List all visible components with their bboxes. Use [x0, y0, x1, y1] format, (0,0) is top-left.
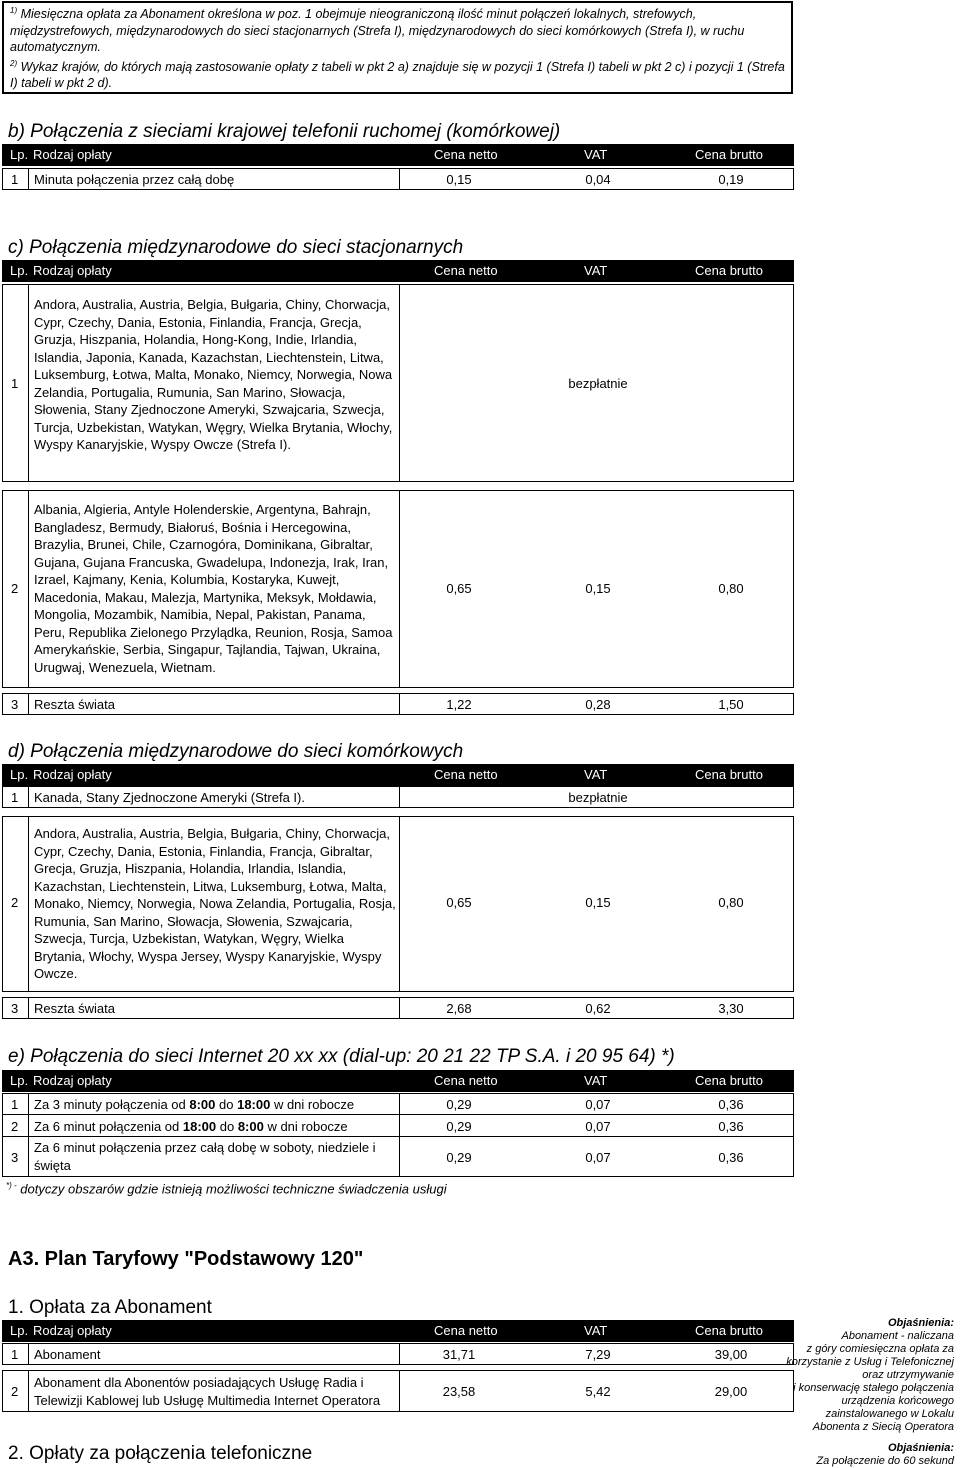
plan-section-2-title: 2. Opłaty za połączenia telefoniczne [8, 1443, 313, 1464]
plan-title: A3. Plan Taryfowy "Podstawowy 120" [8, 1248, 364, 1270]
section-c-header: Lp. Rodzaj opłaty Cena netto VAT Cena brutto [2, 260, 794, 282]
table-row: 1 Kanada, Stany Zjednoczone Ameryki (Strefa I). bezpłatnie [2, 786, 794, 808]
table-row: 1 Za 3 minuty połączenia od 8:00 do 18:00 w dni robocze 0,29 0,07 0,36 [2, 1093, 794, 1115]
footnote-2: $^{2)}$ Wykaz krajów, do których mają zastosowanie opłaty z tabeli w pkt 2 a) znajduje się w pozycji 1 (Strefa I) tabeli w pkt 2 c) i pozycji 1 (Strefa I) tabeli w pkt 2 d). [10, 58, 785, 90]
section-b-title: b) Połączenia z sieciami krajowej telefonii ruchomej (komórkowej) [8, 121, 561, 142]
header-vat: VAT [584, 147, 608, 162]
header-lp: Lp. [10, 147, 29, 162]
section-c-title: c) Połączenia międzynarodowe do sieci stacjonarnych [8, 237, 464, 258]
section-d-header: Lp. Rodzaj opłaty Cena netto VAT Cena brutto [2, 764, 794, 786]
table-row: 2 Andora, Australia, Austria, Belgia, Bułgaria, Chiny, Chorwacja, Cypr, Czechy, Dania, Estonia, Finlandia, Francja, Gibraltar, Grecja, Gruzja, Hiszpania, Holandia, Irlandia, Islandia, Kazachstan, Liechtenstein, Litwa, Luksemburg, Łotwa, Malta, Monako, Niemcy, Norwegia, Nowa Zelandia, Portugalia, Rosja, Rumunia, San Marino, Słowacja, Słowenia, Szwajcaria, Szwecja, Turcja, Uzbekistan, Watykan, Węgry, Wielka Brytania, Włochy, Wyspa Jersey, Wyspy Kanaryjskie, Wyspy Owcze. 0,65 0,15 0,80 [2, 816, 794, 992]
plan-side-note: Objaśnienia: Abonament - naliczana z góry comiesięczna opłata za korzystanie z Usług i Telefonicznej oraz utrzymywanie i konserwację stałego połączenia urządzenia końcowego zainstalowanego w Lokalu Abonenta z Siecią Operatora [786, 1317, 954, 1433]
section-e-header: Lp. Rodzaj opłaty Cena netto VAT Cena brutto [2, 1070, 794, 1092]
table-row: 2 Abonament dla Abonentów posiadających Usługę Radia i Telewizji Kablowej lub Usługę Multimedia Internet Operatora 23,58 5,42 29,00 [2, 1370, 794, 1412]
header-brutto: Cena brutto [695, 147, 763, 162]
plan-header: Lp. Rodzaj opłaty Cena netto VAT Cena brutto [2, 1320, 794, 1342]
section-e-title: e) Połączenia do sieci Internet 20 xx xx (dial-up: 20 21 22 TP S.A. i 20 95 64) *) [8, 1046, 675, 1067]
table-row: 3 Reszta świata 1,22 0,28 1,50 [2, 693, 794, 715]
section-e-footnote: *) - dotyczy obszarów gdzie istnieją możliwości techniczne świadczenia usługi [6, 1181, 447, 1197]
footnotes-box [2, 1, 793, 94]
section-b-header [2, 144, 794, 166]
footnote-1: $^{1)}$ Miesięczna opłata za Abonament określona w poz. 1 obejmuje nieograniczoną ilość minut połączeń lokalnych, strefowych, międzystrefowych, międzynarodowych do sieci stacjonarnych (Strefa I), międzynarodowych do sieci komórkowych (Strefa I), w ruchu automatycznym. [10, 5, 745, 54]
table-row: 1 Minuta połączenia przez całą dobę 0,15 0,04 0,19 [2, 168, 794, 190]
table-row: 1 Andora, Australia, Austria, Belgia, Bułgaria, Chiny, Chorwacja, Cypr, Czechy, Dania, Estonia, Finlandia, Francja, Grecja, Gruzja, Hiszpania, Holandia, Hong-Kong, Indie, Irlandia, Islandia, Japonia, Kanada, Kazachstan, Liechtenstein, Litwa, Luksemburg, Łotwa, Malta, Monako, Niemcy, Norwegia, Nowa Zelandia, Portugalia, Rumunia, San Marino, Słowacja, Słowenia, Stany Zjednoczone Ameryki, Szwajcaria, Szwecja, Turcja, Uzbekistan, Watykan, Węgry, Wielka Brytania, Włochy, Wyspy Kanaryjskie, Wyspy Owcze (Strefa I). bezpłatnie [2, 284, 794, 482]
header-rodzaj: Rodzaj opłaty [33, 147, 112, 162]
header-netto: Cena netto [434, 147, 498, 162]
table-row: 1 Abonament 31,71 7,29 39,00 [2, 1343, 794, 1365]
plan-side-note-2: Objaśnienia: Za połączenie do 60 sekund [816, 1442, 954, 1467]
table-row: 3 Reszta świata 2,68 0,62 3,30 [2, 997, 794, 1019]
plan-section-1-title: 1. Opłata za Abonament [8, 1297, 212, 1318]
section-d-title: d) Połączenia międzynarodowe do sieci komórkowych [8, 741, 464, 762]
table-row: 2 Za 6 minut połączenia od 18:00 do 8:00 w dni robocze 0,29 0,07 0,36 [2, 1114, 794, 1137]
table-row: 2 Albania, Algieria, Antyle Holenderskie, Argentyna, Bahrajn, Bangladesz, Bermudy, Białoruś, Bośnia i Hercegowina, Brazylia, Brunei, Chile, Czarnogóra, Dominikana, Gibraltar, Gujana, Gujana Francuska, Gwadelupa, Indonezja, Irak, Iran, Izrael, Kajmany, Kenia, Kolumbia, Kostaryka, Kuwejt, Macedonia, Makau, Malezja, Martynika, Meksyk, Mołdawia, Mongolia, Mozambik, Namibia, Nepal, Pakistan, Panama, Peru, Republika Zielonego Przylądka, Reunion, Rosja, Samoa Amerykańskie, Serbia, Singapur, Tajlandia, Tajwan, Ukraina, Urugwaj, Wenezuela, Wietnam. 0,65 0,15 0,80 [2, 490, 794, 688]
table-row: 3 Za 6 minut połączenia przez całą dobę w soboty, niedziele i święta 0,29 0,07 0,36 [2, 1136, 794, 1177]
